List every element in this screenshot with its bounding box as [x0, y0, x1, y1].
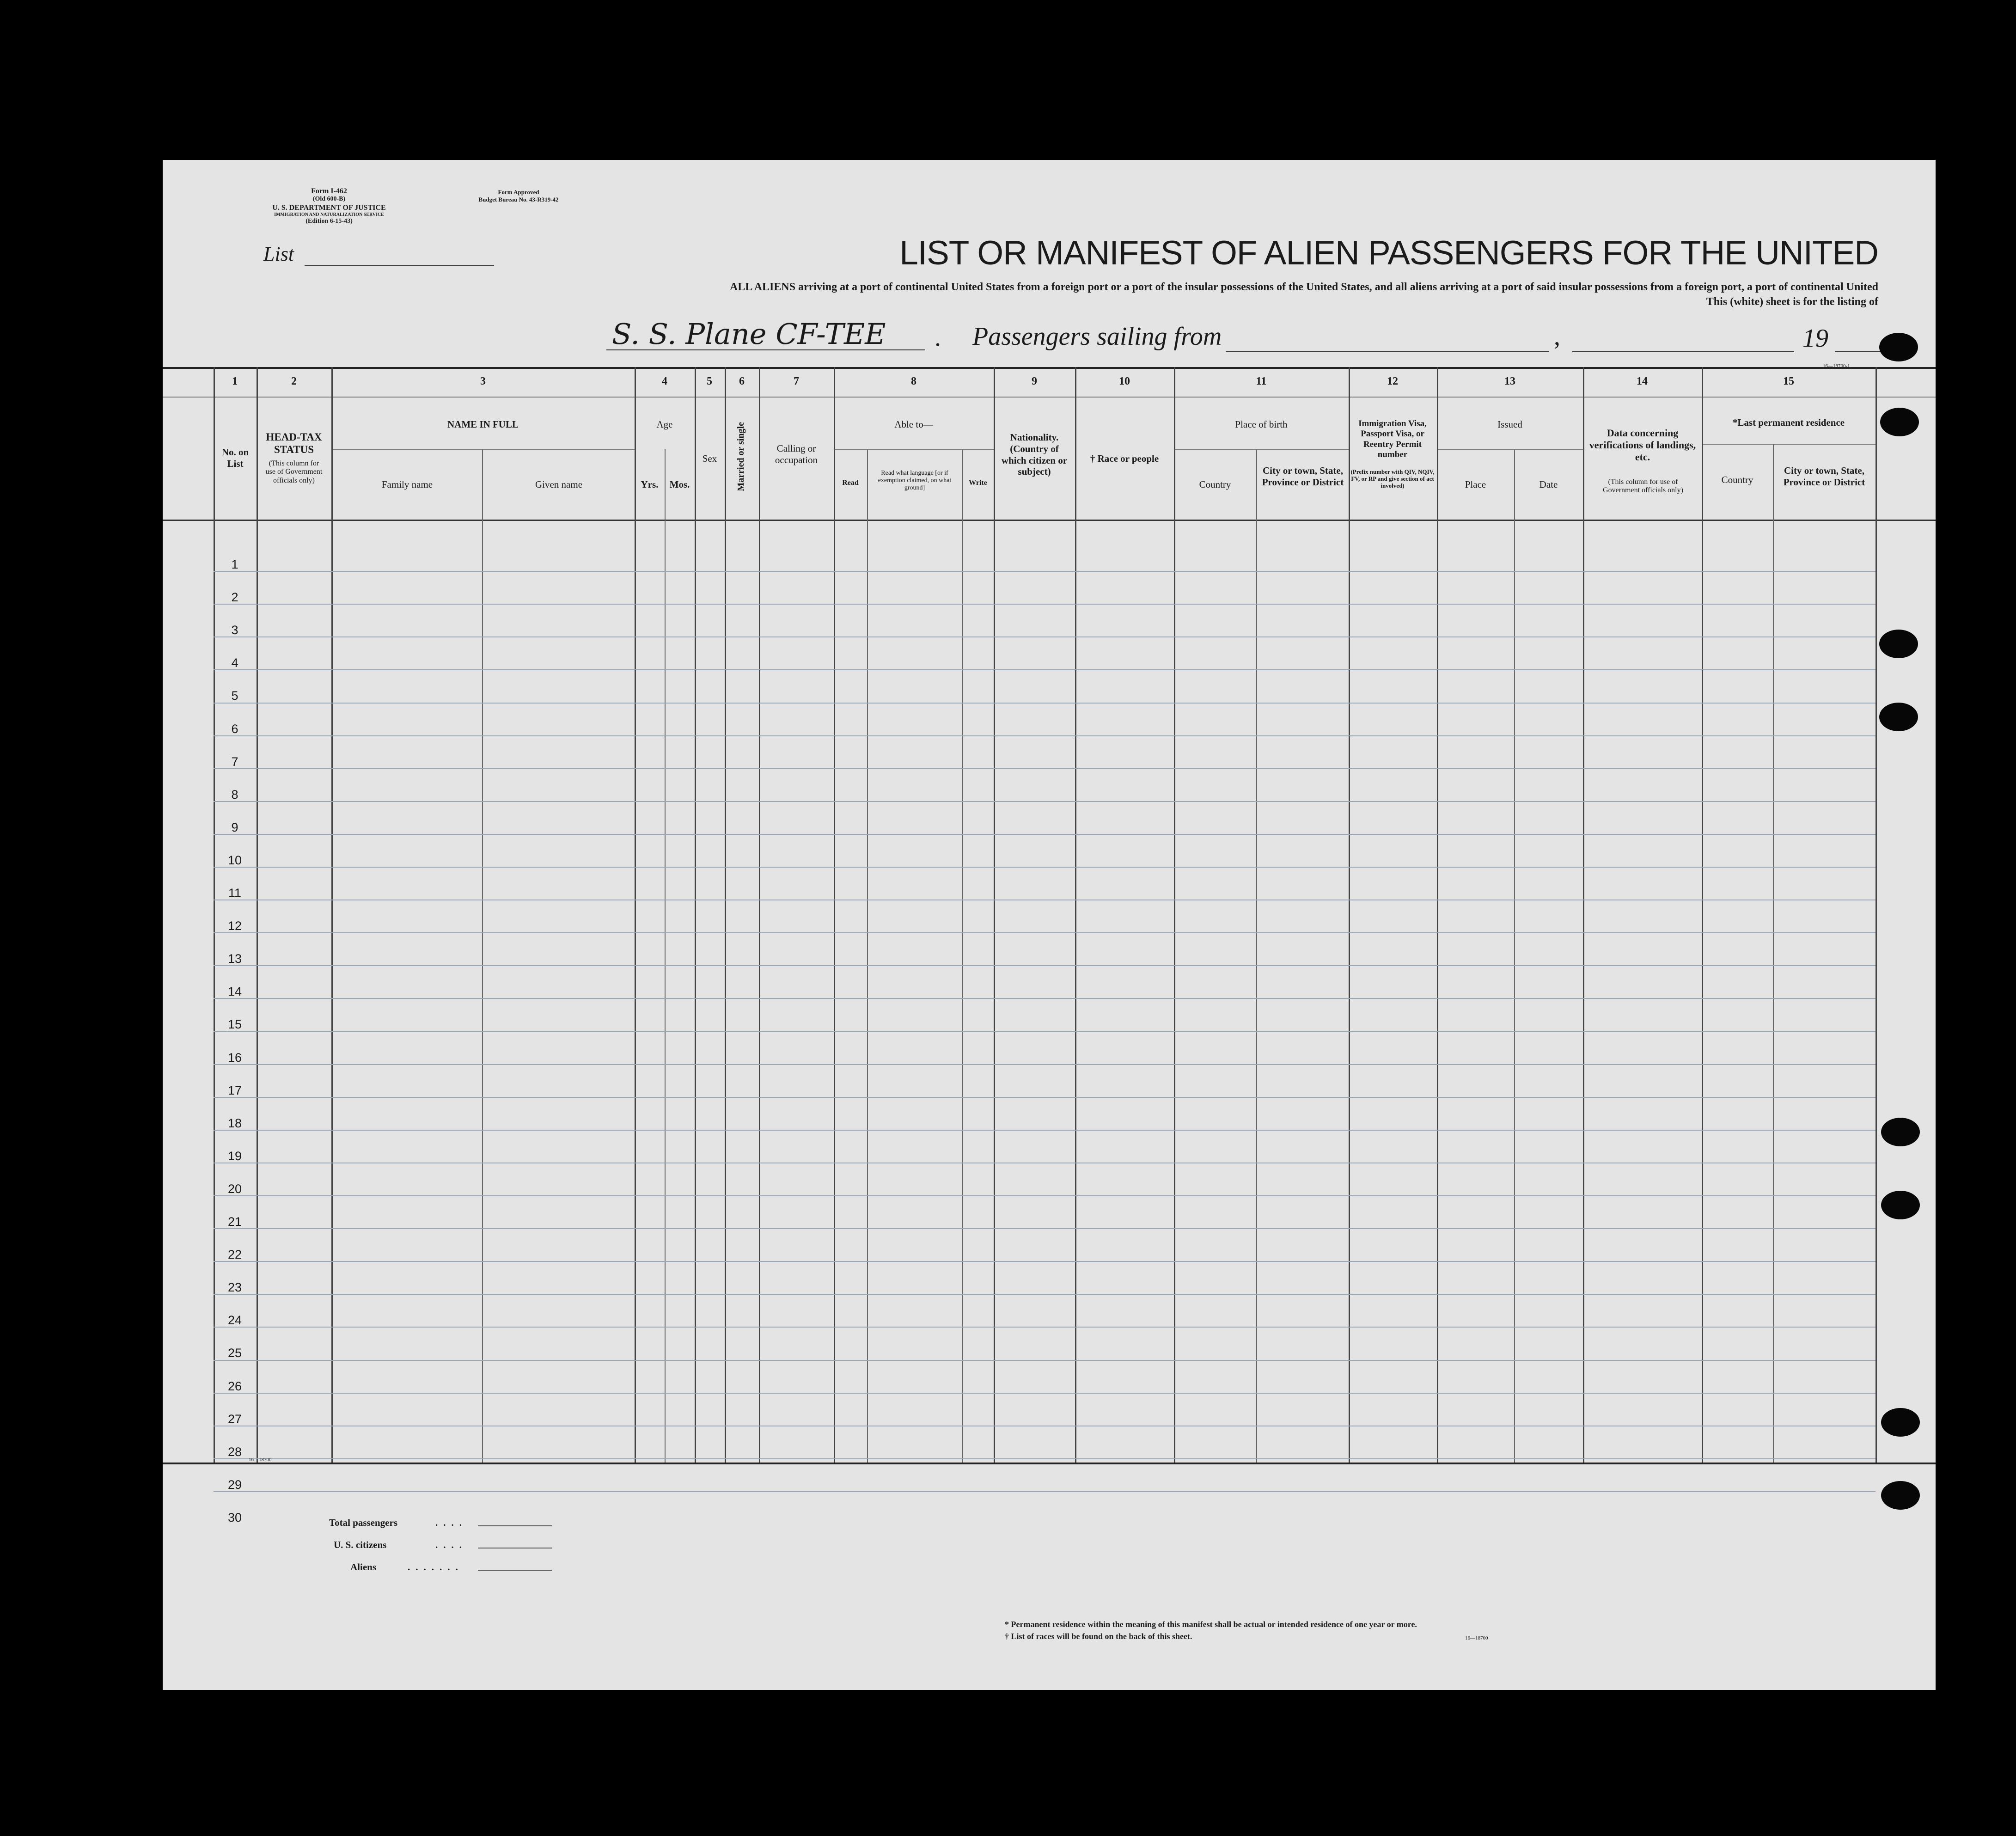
row-number: 11 — [228, 886, 242, 900]
header-calling: Calling or occupation — [775, 443, 818, 465]
vessel-name: S. S. Plane CF-TEE — [612, 317, 886, 351]
header-mos: Mos. — [669, 479, 690, 490]
colnum-7: 7 — [794, 375, 799, 387]
row-line — [214, 735, 1875, 736]
row-line — [214, 1327, 1875, 1328]
row-line — [214, 1491, 1875, 1492]
colnum-bottom-line — [163, 397, 1936, 398]
row-number: 7 — [231, 754, 238, 769]
header-residence-city: City or town, State, Province or District — [1783, 465, 1865, 488]
header-residence-country: Country — [1721, 474, 1753, 485]
row-number: 15 — [227, 1017, 242, 1032]
form-approved: Form Approved — [498, 189, 539, 196]
colnum-1: 1 — [232, 375, 238, 387]
total-passengers-row — [329, 1512, 467, 1534]
row-number: 12 — [227, 919, 242, 933]
form-service: IMMIGRATION AND NATURALIZATION SERVICE — [274, 212, 384, 218]
total-passengers-blank — [478, 1525, 552, 1526]
header-age: Age — [656, 419, 673, 430]
col-line-15a — [1773, 444, 1774, 1463]
colnum-13: 13 — [1504, 375, 1515, 387]
col-line-15 — [1875, 367, 1877, 1463]
row-line — [214, 669, 1875, 670]
row-line — [214, 1064, 1875, 1065]
header-landing-note: (This column for use of Government officials only) — [1603, 478, 1683, 495]
footnote-races: † List of races will be found on the back of this sheet. — [1005, 1632, 1192, 1641]
punch-hole-5 — [1881, 1191, 1920, 1219]
us-citizens-dots: .... — [435, 1539, 467, 1550]
punch-hole-0 — [1880, 408, 1919, 436]
colnum-9: 9 — [1032, 375, 1037, 387]
row-line — [214, 998, 1875, 999]
punch-hole-2 — [1879, 630, 1918, 658]
header-visa-note: (Prefix number with QIV, NQIV, FV, or RP and give section of act involved) — [1350, 468, 1435, 489]
footnote-code: 16—18700 — [1465, 1635, 1488, 1641]
row-line — [214, 801, 1875, 802]
header-issued: Issued — [1497, 419, 1522, 430]
sailing-from-blank — [1226, 351, 1549, 352]
row-number: 3 — [231, 623, 238, 637]
table-bottom-line — [163, 1463, 1936, 1464]
list-blank — [305, 265, 494, 266]
aliens-blank — [478, 1570, 552, 1571]
colnum-8: 8 — [911, 375, 916, 387]
totals-block — [329, 1512, 467, 1578]
row-line — [214, 1393, 1875, 1394]
row-number: 8 — [231, 787, 238, 802]
row-number: 1 — [231, 557, 238, 571]
subtitle-line-2: This (white) sheet is for the listing of — [1706, 296, 1878, 308]
colnum-11: 11 — [1256, 375, 1267, 387]
col-line-14 — [1702, 367, 1703, 1463]
row-line — [214, 867, 1875, 868]
col-line-5 — [725, 367, 726, 1463]
header-yrs: Yrs. — [641, 479, 659, 490]
header-birth-city: City or town, State, Province or District — [1262, 465, 1344, 488]
row-line — [214, 1294, 1875, 1295]
list-field — [263, 242, 494, 266]
row-line — [214, 932, 1875, 933]
header-issued-place: Place — [1465, 479, 1486, 490]
col-line-8b — [962, 449, 963, 1463]
row-line — [214, 571, 1875, 572]
row-number: 30 — [227, 1510, 242, 1524]
form-number: Form I-462 — [311, 187, 347, 195]
header-write: Write — [969, 479, 987, 487]
col-line-12 — [1437, 367, 1438, 1463]
row-number: 17 — [227, 1083, 242, 1097]
date-blank — [1572, 351, 1794, 352]
row-number: 5 — [231, 689, 238, 703]
list-label: List — [263, 243, 294, 265]
row-number: 26 — [227, 1379, 242, 1393]
punch-hole-3 — [1879, 703, 1918, 731]
header-place-of-birth: Place of birth — [1235, 419, 1288, 430]
header-name-in-full: NAME IN FULL — [447, 419, 519, 430]
col-line-4a — [665, 449, 666, 1463]
aliens-row — [329, 1556, 464, 1578]
colnum-2: 2 — [291, 375, 297, 387]
manifest-sheet — [163, 160, 1936, 1690]
row-line — [214, 1097, 1875, 1098]
row-line — [214, 1130, 1875, 1131]
row-number: 14 — [227, 985, 242, 999]
row-number: 29 — [227, 1477, 242, 1492]
row-line — [214, 1031, 1875, 1032]
col-line-10 — [1174, 367, 1175, 1463]
colnum-3: 3 — [480, 375, 486, 387]
row-number: 9 — [231, 820, 238, 834]
able-sub-divider — [834, 449, 994, 450]
col-line-13a — [1514, 449, 1515, 1463]
col-line-1 — [257, 367, 258, 1463]
form-approval-block — [449, 189, 588, 203]
row-line — [214, 1195, 1875, 1196]
col-line-7 — [834, 367, 835, 1463]
header-nationality: Nationality. (Country of which citizen or subject) — [1001, 432, 1068, 477]
col-line-8a — [867, 449, 868, 1463]
punch-hole-4 — [1881, 1118, 1920, 1146]
header-married: Married or single — [736, 422, 746, 491]
col-line-6 — [759, 367, 760, 1463]
colnum-10: 10 — [1119, 375, 1130, 387]
us-citizens-label: U. S. citizens — [334, 1539, 387, 1550]
header-head-tax-note: (This column for use of Government officials only) — [265, 459, 323, 484]
aliens-label: Aliens — [350, 1561, 377, 1573]
col-line-11 — [1349, 367, 1350, 1463]
row-line — [214, 636, 1875, 637]
row-number: 13 — [227, 952, 242, 966]
punch-hole-7 — [1881, 1481, 1920, 1510]
row-line — [214, 1228, 1875, 1229]
row-line — [214, 834, 1875, 835]
colnum-6: 6 — [739, 375, 745, 387]
colnum-15: 15 — [1783, 375, 1794, 387]
punch-hole-6 — [1881, 1408, 1920, 1437]
colnum-5: 5 — [707, 375, 712, 387]
row-number: 22 — [227, 1248, 242, 1262]
header-issued-date: Date — [1539, 479, 1558, 490]
total-passengers-label: Total passengers — [329, 1517, 397, 1528]
colnum-4: 4 — [662, 375, 667, 387]
header-visa: Immigration Visa, Passport Visa, or Reentry Permit number — [1358, 419, 1427, 460]
passengers-sailing-label: Passengers sailing from — [972, 322, 1222, 351]
form-budget: Budget Bureau No. 43-R319-42 — [478, 196, 559, 203]
col-line-11a — [1256, 449, 1257, 1463]
aliens-dots: ....... — [408, 1561, 464, 1573]
header-read: Read — [842, 479, 859, 487]
issued-sub-divider — [1437, 449, 1583, 450]
row-number: 10 — [227, 853, 242, 867]
header-bottom-line — [163, 520, 1936, 521]
birth-sub-divider — [1174, 449, 1349, 450]
row-number: 6 — [231, 722, 238, 736]
table-top-line — [163, 367, 1936, 369]
row-number: 16 — [227, 1050, 242, 1065]
header-sex: Sex — [702, 453, 717, 464]
row-number: 28 — [227, 1444, 242, 1459]
row-number: 21 — [227, 1215, 242, 1229]
residence-sub-divider — [1702, 444, 1875, 445]
col-line-9 — [1075, 367, 1076, 1463]
header-family-name: Family name — [381, 479, 433, 490]
header-last-residence: *Last permanent residence — [1732, 417, 1845, 428]
header-landing: Data concerning verifications of landings, etc. — [1589, 427, 1696, 463]
form-old-number: (Old 600-B) — [312, 196, 346, 203]
us-citizens-row — [329, 1534, 467, 1556]
col-line-4 — [695, 367, 696, 1463]
form-header-block — [255, 187, 403, 226]
row-number: 24 — [227, 1313, 242, 1328]
colnum-12: 12 — [1387, 375, 1398, 387]
print-code-top: 16—18700-1 — [1823, 363, 1850, 369]
row-line — [214, 1360, 1875, 1361]
row-number: 27 — [227, 1412, 242, 1426]
col-line-0 — [214, 367, 215, 1463]
header-head-tax: HEAD-TAX STATUS — [266, 431, 322, 456]
col-line-2 — [331, 367, 333, 1463]
header-race: † Race or people — [1090, 453, 1159, 464]
header-no-on-list: No. on List — [221, 447, 249, 469]
row-number: 18 — [227, 1116, 242, 1130]
subtitle-line-1: ALL ALIENS arriving at a port of continental United States from a foreign port or a port of the insular possessions of the United States, and all aliens arriving at a port of said insular possessions from a foreign port, a port of continental United — [730, 281, 1878, 293]
footnote-residence: * Permanent residence within the meaning of this manifest shall be actual or intended residence of one year or more. — [1005, 1620, 1417, 1629]
bottom-code-left: 16—18700 — [249, 1457, 272, 1463]
vessel-name-underline — [606, 349, 925, 350]
col-line-3 — [635, 367, 636, 1463]
total-passengers-dots: .... — [435, 1517, 467, 1528]
page-title: LIST OR MANIFEST OF ALIEN PASSENGERS FOR THE UNITED — [899, 234, 1878, 272]
header-given-name: Given name — [535, 479, 583, 490]
form-department: U. S. DEPARTMENT OF JUSTICE — [272, 203, 386, 212]
row-line — [214, 965, 1875, 966]
year-prefix: 19 — [1802, 324, 1828, 353]
punch-hole-1 — [1879, 333, 1918, 361]
row-line — [214, 1261, 1875, 1262]
row-line — [214, 703, 1875, 704]
comma-mark: , — [1554, 322, 1560, 351]
row-number: 19 — [227, 1149, 242, 1163]
row-number: 25 — [227, 1346, 242, 1360]
name-sub-divider — [331, 449, 635, 450]
row-line — [214, 604, 1875, 605]
row-number: 23 — [227, 1280, 242, 1295]
header-able-to: Able to— — [894, 419, 933, 430]
col-line-13 — [1583, 367, 1584, 1463]
col-line-3a — [482, 449, 483, 1463]
row-number: 4 — [231, 656, 238, 670]
row-number: 2 — [231, 590, 238, 605]
vessel-period: . — [935, 323, 941, 352]
colnum-14: 14 — [1637, 375, 1648, 387]
form-edition: (Edition 6-15-43) — [305, 218, 353, 225]
header-read-language: Read what language [or if exemption claimed, on what ground] — [878, 470, 952, 492]
row-line — [214, 1458, 1875, 1459]
row-line — [214, 768, 1875, 769]
header-birth-country: Country — [1199, 479, 1231, 490]
row-number: 20 — [227, 1181, 242, 1196]
col-line-8 — [994, 367, 995, 1463]
